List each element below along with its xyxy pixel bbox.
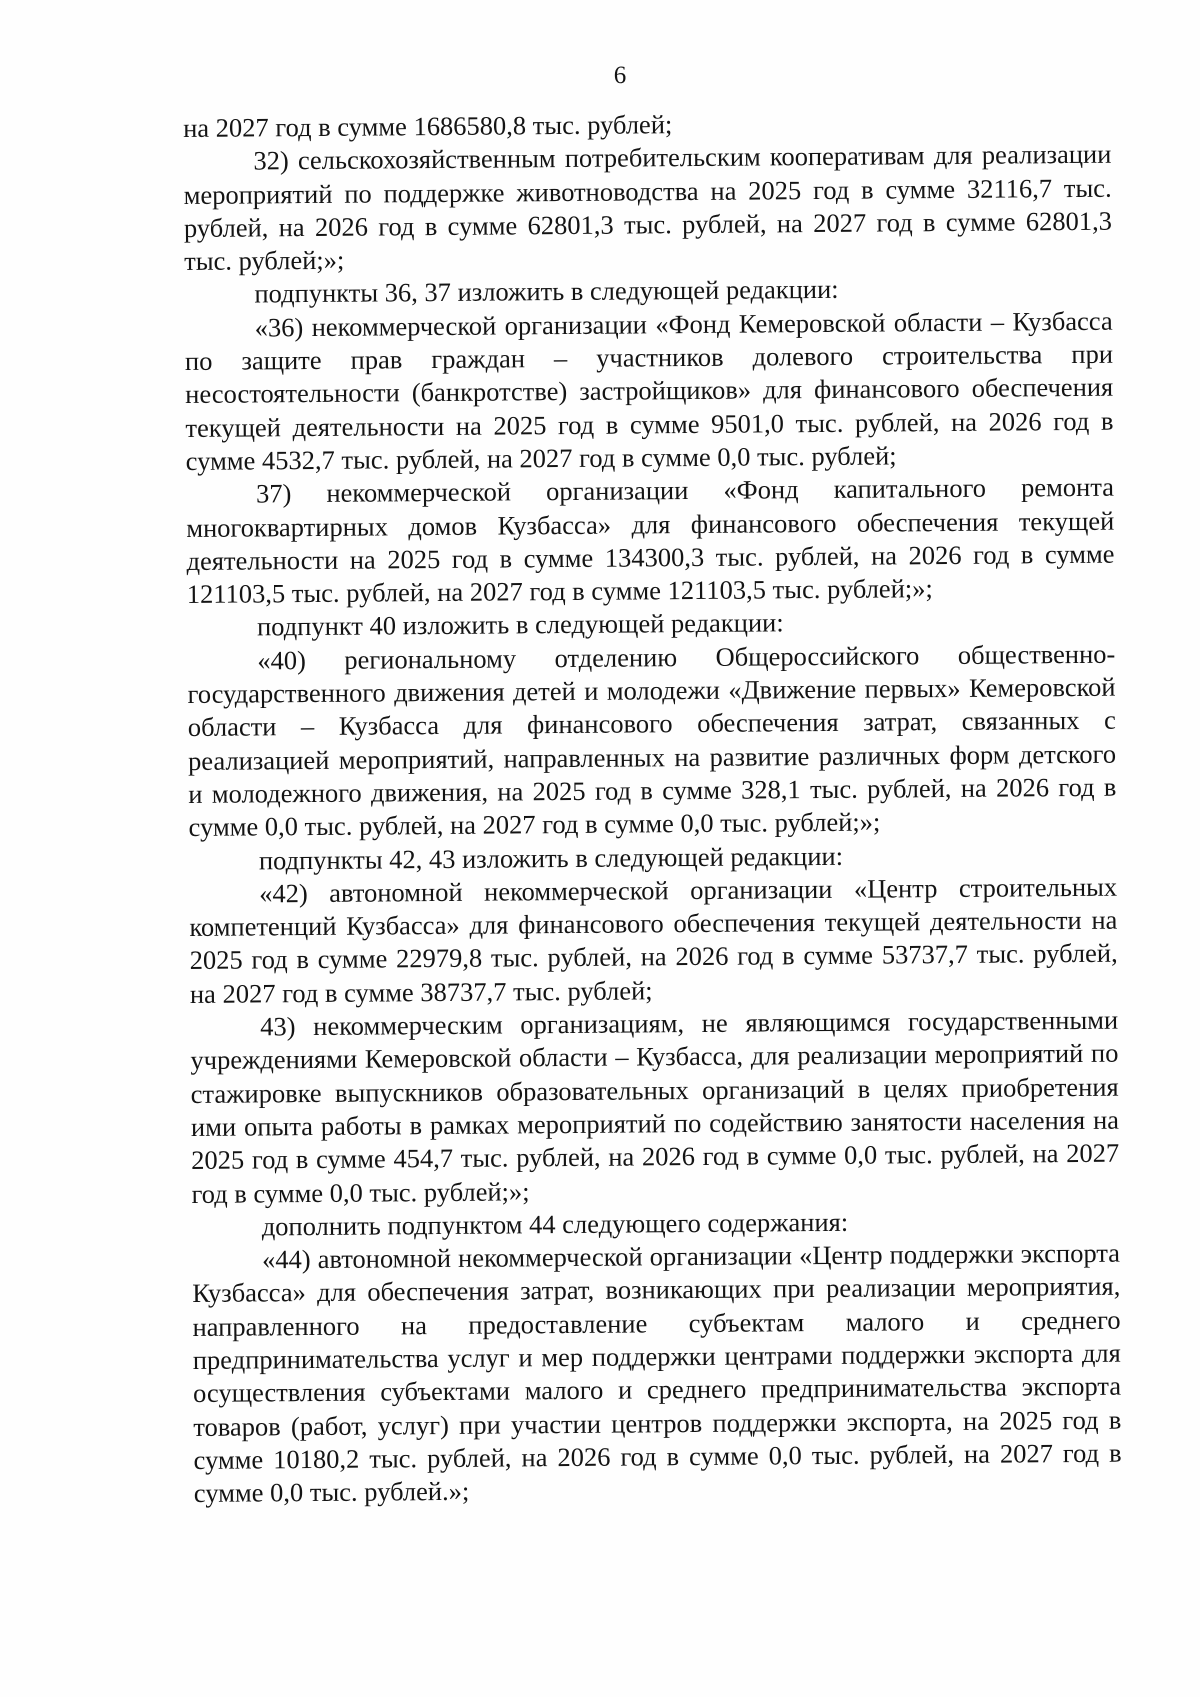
- paragraph-instruction: подпункты 36, 37 изложить в следующей редакции:: [254, 274, 839, 309]
- paragraph-item-36: «36) некоммерческой организации «Фонд Кемеровской области – Кузбасса по защите прав граждан – участников долевого строительства при несостоятельности (банкротстве) застройщиков» для финансового обеспечения текущей деятельности на 2025 год в сумме 9501,0 тыс. рублей, на 2026 год в сумме 4532,7 тыс. рублей, на 2027 год в сумме 0,0 тыс. рублей;: [184, 305, 1114, 476]
- paragraph-continuation: на 2027 год в сумме 1686580,8 тыс. рублей;: [183, 109, 673, 143]
- page-number: 6: [613, 62, 627, 89]
- paragraph-item-42: «42) автономной некоммерческой организации «Центр строительных компетенций Кузбасса» для финансового обеспечения текущей деятельности на 2025 год в сумме 22979,8 тыс. рублей, на 2026 год в сумме 53737,7 тыс. рублей, на 2027 год в сумме 38737,7 тыс. рублей;: [189, 871, 1118, 1009]
- paragraph-instruction: дополнить подпунктом 44 следующего содержания:: [261, 1206, 849, 1242]
- paragraph-instruction: подпункт 40 изложить в следующей редакции:: [256, 607, 784, 642]
- paragraph-item-37: 37) некоммерческой организации «Фонд капитального ремонта многоквартирных домов Кузбасса» для финансового обеспечения текущей деятельности на 2025 год в сумме 134300,3 тыс. рублей, на 2026 год в сумме 121103,5 тыс. рублей, на 2027 год в сумме 121103,5 тыс. рублей;»;: [186, 471, 1115, 610]
- paragraph-item-32: 32) сельскохозяйственным потребительским кооперативам для реализации мероприятий по поддержке животноводства на 2025 год в сумме 32116,7 тыс. рублей, на 2026 год в сумме 62801,3 тыс. рублей, на 2027 год в сумме 62801,3 тыс. рублей;»;: [183, 139, 1112, 277]
- paragraph-item-44: «44) автономной некоммерческой организации «Центр поддержки экспорта Кузбасса» для обеспечения затрат, возникающих при реализации мероприятия, направленного на предоставление субъектам малого и среднего предпринимательства услуг и мер поддержки центрами поддержки экспорта для осуществления субъектами малого и среднего предпринимательства экспорта товаров (работ, услуг) при участии центров поддержки экспорта, на 2025 год в сумме 10180,2 тыс. рублей, на 2026 год в сумме 0,0 тыс. рублей, на 2027 год в сумме 0,0 тыс. рублей.»;: [192, 1237, 1122, 1509]
- paragraph-instruction: подпункты 42, 43 изложить в следующей редакции:: [258, 840, 844, 875]
- document-body: [183, 105, 1122, 1511]
- paragraph-item-40: «40) региональному отделению Общероссийского общественно-государственного движения детей и молодежи «Движение первых» Кемеровской области – Кузбасса для финансового обеспечения затрат, связанных с реализацией мероприятий, направленных на развитие различных форм детского и молодежного движения, на 2025 год в сумме 328,1 тыс. рублей, на 2026 год в сумме 0,0 тыс. рублей, на 2027 год в сумме 0,0 тыс. рублей;»;: [187, 638, 1117, 843]
- paragraph-item-43: 43) некоммерческим организациям, не являющимся государственными учреждениями Кемеровской области – Кузбасса, для реализации мероприятий по стажировке выпускников образовательных организаций в целях приобретения ими опыта работы в рамках мероприятий по содействию занятости населения на 2025 год в сумме 454,7 тыс. рублей, на 2026 год в сумме 0,0 тыс. рублей, на 2027 год в сумме 0,0 тыс. рублей;»;: [190, 1004, 1120, 1209]
